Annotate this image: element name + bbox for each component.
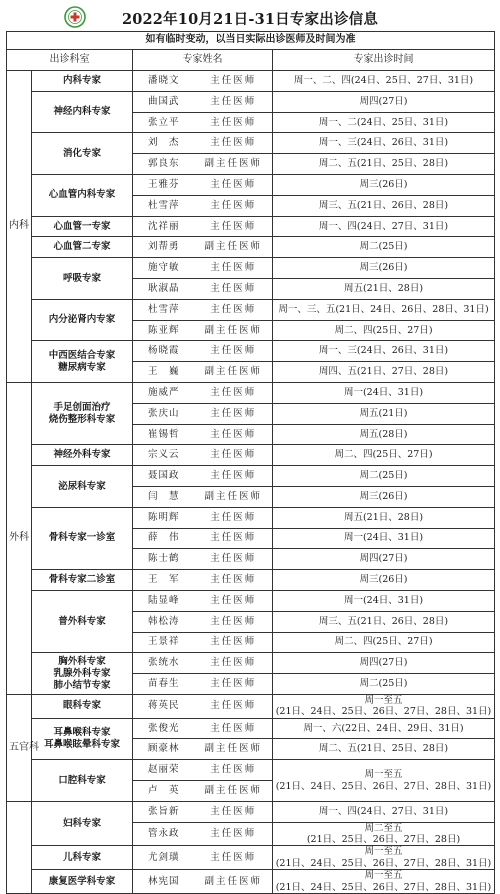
department-cell [32, 694, 133, 718]
doctor-name: 闫 慧 [133, 486, 195, 507]
table-row [7, 133, 495, 154]
schedule-time-line: 周三(26日) [359, 574, 408, 586]
table-row [7, 71, 495, 92]
department-name: 耳鼻喉科专家 [53, 727, 111, 739]
schedule-time-line: 周二、四(25日、27日) [334, 324, 433, 336]
category-cell-wuguanke: 五官科 [7, 694, 32, 801]
department-cell [32, 570, 133, 591]
schedule-time-line: 周四、五(21日、27日、28日) [318, 366, 449, 378]
schedule-time-line: 周一、三(24日、26日、31日) [318, 137, 449, 149]
schedule-time [273, 299, 495, 320]
department-cell [32, 801, 133, 846]
department-name: 糖尿病专家 [58, 361, 106, 373]
doctor-title: 副主任医师 [195, 320, 273, 341]
doctor-name: 施守敏 [133, 258, 195, 279]
schedule-time [273, 590, 495, 611]
table-row [7, 801, 495, 822]
doctor-name: 潘晓文 [133, 71, 195, 92]
doctor-name: 耿淑晶 [133, 278, 195, 299]
schedule-time-line: 周三(26日) [359, 178, 408, 190]
doctor-name: 林宪国 [133, 870, 195, 894]
doctor-title: 副主任医师 [195, 486, 273, 507]
doctor-name: 施威严 [133, 382, 195, 403]
doctor-title: 主任医师 [195, 846, 273, 870]
department-name: 消化专家 [62, 147, 101, 159]
schedule-time [273, 112, 495, 133]
doctor-title: 主任医师 [195, 299, 273, 320]
department-name: 心血管内科专家 [48, 189, 116, 201]
schedule-time-line: 周一(24日、31日) [343, 386, 424, 398]
table-row [7, 694, 495, 718]
doctor-title: 主任医师 [195, 549, 273, 570]
schedule-time [273, 278, 495, 299]
schedule-time-line: 周三、五(21日、26日、28日) [318, 615, 449, 627]
doctor-title: 主任医师 [195, 112, 273, 133]
table-row [7, 718, 495, 739]
schedule-time [273, 133, 495, 154]
schedule-time [273, 653, 495, 674]
schedule-time [273, 174, 495, 195]
doctor-title: 主任医师 [195, 382, 273, 403]
doctor-title: 主任医师 [195, 278, 273, 299]
table-row [7, 299, 495, 320]
doctor-title: 主任医师 [195, 174, 273, 195]
header-time: 专家出诊时间 [273, 50, 495, 71]
doctor-name: 杨晓霞 [133, 341, 195, 362]
doctor-name: 王雅芬 [133, 174, 195, 195]
schedule-time-line: 周五(21日、28日) [343, 282, 424, 294]
doctor-name: 张俊光 [133, 718, 195, 739]
schedule-time-line: 周一至五 [364, 846, 403, 858]
doctor-name: 张立平 [133, 112, 195, 133]
schedule-time [273, 846, 495, 870]
doctor-title: 主任医师 [195, 528, 273, 549]
doctor-name: 宗义云 [133, 445, 195, 466]
department-name: 肺小结节专家 [53, 679, 111, 691]
schedule-time-line: 周一(24日、31日) [343, 594, 424, 606]
doctor-name: 陈士鹤 [133, 549, 195, 570]
doctor-title: 主任医师 [195, 424, 273, 445]
schedule-time-line: (21日、25日、26日、27日、28日) [306, 834, 461, 846]
department-cell [32, 466, 133, 508]
schedule-time [273, 424, 495, 445]
department-cell [32, 760, 133, 802]
schedule-time-line: 周一(24日、31日) [343, 532, 424, 544]
doctor-title: 主任医师 [195, 632, 273, 653]
schedule-time [273, 486, 495, 507]
doctor-name: 赵丽荣 [133, 760, 195, 781]
schedule-time [273, 362, 495, 383]
schedule-time [273, 258, 495, 279]
department-cell [32, 216, 133, 237]
department-cell [32, 341, 133, 383]
doctor-name: 尤剑璜 [133, 846, 195, 870]
doctor-title: 主任医师 [195, 674, 273, 695]
doctor-title: 主任医师 [195, 216, 273, 237]
schedule-time-line: 周二、五(21日、25日、28日) [318, 158, 449, 170]
schedule-time-line: 周一至五 [364, 870, 403, 882]
header-doctor: 专家姓名 [133, 50, 273, 71]
table-row [7, 590, 495, 611]
schedule-time [273, 822, 495, 846]
schedule-time [273, 320, 495, 341]
schedule-time [273, 570, 495, 591]
department-cell [32, 133, 133, 175]
schedule-time-line: 周二(25日) [359, 678, 408, 690]
schedule-time [273, 237, 495, 258]
department-cell [32, 174, 133, 216]
table-row [7, 466, 495, 487]
notice-row [7, 32, 495, 50]
doctor-title: 副主任医师 [195, 870, 273, 894]
department-cell [32, 237, 133, 258]
table-row [7, 91, 495, 112]
department-cell [32, 718, 133, 760]
department-cell [32, 445, 133, 466]
schedule-time [273, 445, 495, 466]
doctor-name: 刘帮勇 [133, 237, 195, 258]
doctor-name: 顾豪林 [133, 739, 195, 760]
schedule-time-line: 周一、四(24日、27日、31日) [318, 805, 449, 817]
schedule-time [273, 718, 495, 739]
doctor-name: 管永政 [133, 822, 195, 846]
category-cell-waike: 外科 [7, 382, 32, 694]
table-row [7, 341, 495, 362]
doctor-name: 曲国武 [133, 91, 195, 112]
doctor-title: 主任医师 [195, 822, 273, 846]
category-cell-empty [7, 801, 32, 893]
table-row [7, 382, 495, 403]
header-department: 出诊科室 [7, 50, 133, 71]
doctor-name: 刘 杰 [133, 133, 195, 154]
schedule-time [273, 382, 495, 403]
schedule-time [273, 632, 495, 653]
doctor-title: 主任医师 [195, 718, 273, 739]
department-name: 神经外科专家 [53, 449, 111, 461]
schedule-time-line: 周二、五(21日、25日、28日) [318, 743, 449, 755]
doctor-title: 副主任医师 [195, 362, 273, 383]
department-name: 神经内科专家 [53, 106, 111, 118]
notice-text: 如有临时变动，以当日实际出诊医师及时间为准 [7, 32, 495, 50]
schedule-time-line: 周四(27日) [359, 95, 408, 107]
doctor-name: 张统水 [133, 653, 195, 674]
department-name: 普外科专家 [58, 615, 106, 627]
department-name: 骨科专家一诊室 [48, 532, 116, 544]
doctor-title: 主任医师 [195, 694, 273, 718]
doctor-name: 薛 伟 [133, 528, 195, 549]
doctor-name: 陈亚辉 [133, 320, 195, 341]
schedule-time-line: (21日、24日、25日、26日、27日、28日、31日) [275, 780, 492, 792]
schedule-time [273, 91, 495, 112]
doctor-name: 王 巍 [133, 362, 195, 383]
doctor-title: 主任医师 [195, 801, 273, 822]
schedule-time-line: (21日、24日、25日、26日、27日、28日、31日) [275, 706, 492, 718]
table-row [7, 570, 495, 591]
schedule-time [273, 801, 495, 822]
doctor-title: 主任医师 [195, 466, 273, 487]
table-row [7, 174, 495, 195]
department-name: 儿科专家 [62, 851, 101, 863]
schedule-time-line: 周二(25日) [359, 241, 408, 253]
schedule-time [273, 760, 495, 802]
department-name: 呼吸专家 [62, 272, 101, 284]
schedule-time-line: 周五(21日) [359, 407, 408, 419]
header-row [7, 50, 495, 71]
schedule-time-line: 周一、四(24日、27日、31日) [318, 220, 449, 232]
page-title: 2022年10月21日-31日专家出诊信息 [121, 11, 379, 28]
table-row [7, 216, 495, 237]
department-cell [32, 846, 133, 870]
table-row [7, 507, 495, 528]
table-row [7, 237, 495, 258]
doctor-name: 张庆山 [133, 403, 195, 424]
schedule-time [273, 403, 495, 424]
doctor-title: 副主任医师 [195, 237, 273, 258]
schedule-time-line: 周四(27日) [359, 553, 408, 565]
schedule-time [273, 611, 495, 632]
schedule-time-line: 周一、三(24日、26日、31日) [318, 345, 449, 357]
table-row [7, 258, 495, 279]
doctor-title: 主任医师 [195, 445, 273, 466]
doctor-title: 主任医师 [195, 760, 273, 781]
schedule-time-line: (21日、24日、25日、26日、27日、28日、31日) [275, 857, 492, 869]
doctor-title: 主任医师 [195, 653, 273, 674]
doctor-name: 崔锡哲 [133, 424, 195, 445]
department-name: 泌尿科专家 [58, 480, 106, 492]
table-row [7, 653, 495, 674]
doctor-title: 主任医师 [195, 590, 273, 611]
doctor-title: 主任医师 [195, 133, 273, 154]
department-name: 骨科专家二诊室 [48, 574, 116, 586]
doctor-name: 聂国政 [133, 466, 195, 487]
schedule-time-line: 周一、二(24日、25日、31日) [318, 116, 449, 128]
department-name: 康复医学科专家 [48, 875, 116, 887]
table-row [7, 760, 495, 781]
schedule-time-line: 周三、五(21日、26日、28日) [318, 199, 449, 211]
schedule-time [273, 870, 495, 894]
schedule-time-line: (21日、24日、25日、26日、27日、28日、31日) [275, 881, 492, 893]
doctor-name: 王 军 [133, 570, 195, 591]
doctor-name: 蒋英民 [133, 694, 195, 718]
category-cell-neike: 内科 [7, 71, 32, 383]
doctor-title: 主任医师 [195, 403, 273, 424]
doctor-name: 陈明辉 [133, 507, 195, 528]
schedule-time [273, 507, 495, 528]
doctor-name: 卢 英 [133, 781, 195, 802]
doctor-name: 苗春生 [133, 674, 195, 695]
doctor-title: 主任医师 [195, 258, 273, 279]
schedule-time-line: 周五(21日、28日) [343, 511, 424, 523]
table-row [7, 846, 495, 870]
doctor-title: 主任医师 [195, 341, 273, 362]
schedule-time [273, 341, 495, 362]
schedule-time-line: 周二、四(25日、27日) [334, 449, 433, 461]
department-name: 心血管一专家 [53, 220, 111, 232]
department-name: 内科专家 [62, 74, 101, 86]
schedule-time-line: 周二至五 [364, 822, 403, 834]
schedule-time [273, 694, 495, 718]
doctor-name: 沈祥丽 [133, 216, 195, 237]
department-name: 眼科专家 [62, 700, 101, 712]
schedule-time-line: 周一、二、四(24日、25日、27日、31日) [293, 74, 474, 86]
department-cell [32, 870, 133, 894]
schedule-time-line: 周一至五 [364, 769, 403, 781]
schedule-table [6, 31, 495, 894]
schedule-time-line: 周二、四(25日、27日) [334, 636, 433, 648]
department-cell [32, 653, 133, 695]
doctor-name: 郭良东 [133, 154, 195, 175]
department-name: 耳鼻喉眩晕科专家 [43, 738, 120, 750]
schedule-time [273, 216, 495, 237]
doctor-title: 副主任医师 [195, 781, 273, 802]
doctor-title: 副主任医师 [195, 154, 273, 175]
doctor-title: 主任医师 [195, 611, 273, 632]
schedule-time [273, 466, 495, 487]
table-row [7, 870, 495, 894]
schedule-time [273, 154, 495, 175]
schedule-time [273, 528, 495, 549]
schedule-time [273, 739, 495, 760]
schedule-time-line: 周二(25日) [359, 470, 408, 482]
department-name: 心血管二专家 [53, 241, 111, 253]
schedule-time [273, 674, 495, 695]
doctor-title: 主任医师 [195, 195, 273, 216]
department-cell [32, 382, 133, 444]
doctor-name: 陆显峰 [133, 590, 195, 611]
doctor-name: 王景祥 [133, 632, 195, 653]
doctor-title: 副主任医师 [195, 739, 273, 760]
department-cell [32, 299, 133, 341]
doctor-title: 主任医师 [195, 91, 273, 112]
department-name: 烧伤整形科专家 [48, 413, 116, 425]
department-cell [32, 590, 133, 652]
schedule-time-line: 周三(26日) [359, 262, 408, 274]
schedule-time [273, 71, 495, 92]
department-cell [32, 91, 133, 133]
schedule-time [273, 195, 495, 216]
doctor-name: 韩松涛 [133, 611, 195, 632]
doctor-title: 主任医师 [195, 71, 273, 92]
schedule-time-line: 周四(27日) [359, 657, 408, 669]
department-name: 手足创面治疗 [53, 401, 111, 413]
doctor-title: 主任医师 [195, 570, 273, 591]
department-name: 胸外科专家 [58, 655, 106, 667]
department-name: 内分泌肾内专家 [48, 314, 116, 326]
doctor-name: 张旨新 [133, 801, 195, 822]
department-cell [32, 258, 133, 300]
department-name: 妇科专家 [62, 817, 101, 829]
schedule-time-line: 周一至五 [364, 694, 403, 706]
department-name: 中西医结合专家 [48, 349, 116, 361]
department-name: 乳腺外科专家 [53, 667, 111, 679]
schedule-time-line: 周五(28日) [359, 428, 408, 440]
page-header [0, 0, 500, 32]
department-cell [32, 71, 133, 92]
schedule-time-line: 周一、六(22日、24日、29日、31日) [303, 722, 464, 734]
schedule-time [273, 549, 495, 570]
department-cell [32, 507, 133, 569]
department-name: 口腔科专家 [58, 774, 106, 786]
doctor-name: 杜雪萍 [133, 299, 195, 320]
doctor-name: 杜雪萍 [133, 195, 195, 216]
doctor-title: 主任医师 [195, 507, 273, 528]
schedule-time-line: 周三(26日) [359, 490, 408, 502]
table-row [7, 445, 495, 466]
schedule-time-line: 周一、三、五(21日、24日、26日、28日、31日) [278, 303, 489, 315]
